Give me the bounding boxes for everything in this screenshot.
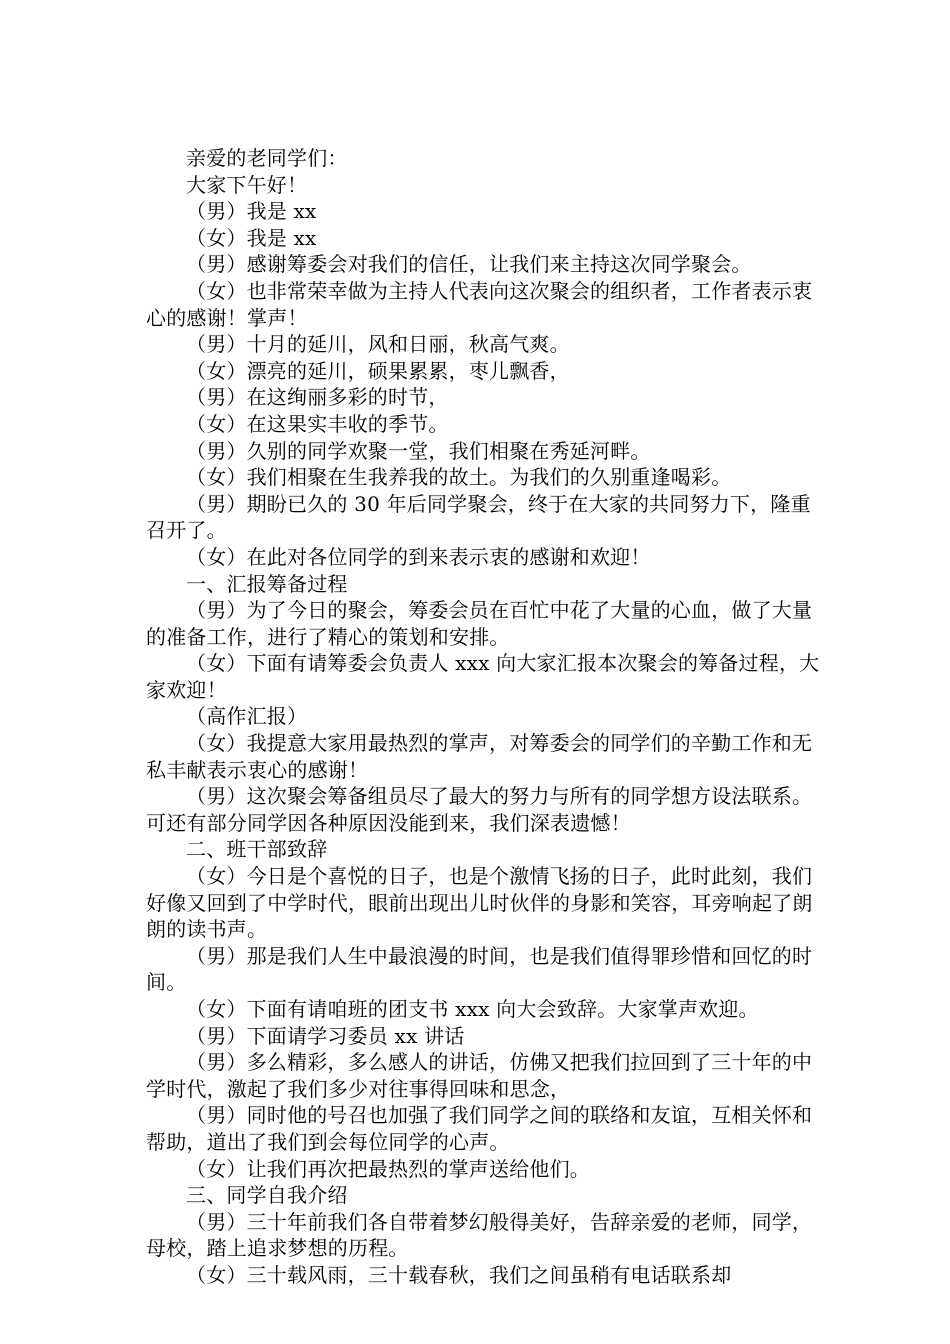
paragraph: （女）今日是个喜悦的日子，也是个激情飞扬的日子，此时此刻，我们好像又回到了中学时代，眼前出现出儿时伙伴的身影和笑容，耳旁响起了朗朗的读书声。 [146,864,813,942]
paragraph: （女）我是 xx [186,225,317,250]
paragraph: （女）下面有请咱班的团支书 xxx 向大会致辞。大家掌声欢迎。 [186,997,759,1021]
paragraph: （女）三十载风雨，三十载春秋，我们之间虽稍有电话联系却 [186,1262,732,1287]
paragraph: （男）那是我们人生中最浪漫的时间，也是我们值得罪珍惜和回忆的时间。 [146,943,813,995]
paragraph: 亲爱的老同学们： [186,146,348,170]
paragraph: （高作汇报） [186,704,308,729]
paragraph: （男）同时他的号召也加强了我们同学之间的联络和友谊，互相关怀和帮助，道出了我们到会每位同学的心声。 [146,1103,813,1154]
paragraph: （男）十月的延川，风和日丽，秋高气爽。 [186,332,570,357]
paragraph: （男）这次聚会筹备组员尽了最大的努力与所有的同学想方设法联系。可还有部分同学因各种原因没能到来，我们深表遗憾！ [146,784,813,835]
paragraph: （女）下面有请筹委会负责人 xxx 向大家汇报本次聚会的筹备过程，大家欢迎！ [146,651,820,702]
paragraph: （男）多么精彩，多么感人的讲话，仿佛又把我们拉回到了三十年的中学时代，激起了我们多少对往事得回味和思念， [146,1050,813,1101]
paragraph: （男）感谢筹委会对我们的信任，让我们来主持这次同学聚会。 [186,252,752,277]
paragraph: （男）久别的同学欢聚一堂，我们相聚在秀延河畔。 [186,438,651,463]
paragraph: （女）也非常荣幸做为主持人代表向这次聚会的组织者，工作者表示衷心的感谢！掌声！ [146,278,813,330]
paragraph: （女）漂亮的延川，硕果累累，枣儿飘香， [186,358,570,383]
section-heading: 三、同学自我介绍 [186,1183,348,1208]
paragraph: （女）我提意大家用最热烈的掌声，对筹委会的同学们的辛勤工作和无私丰献表示衷心的感谢！ [146,731,813,782]
paragraph: 大家下午好！ [186,172,308,197]
paragraph: （女）让我们再次把最热烈的掌声送给他们。 [186,1156,590,1181]
paragraph: （男）我是 xx [186,199,317,224]
paragraph: （男）期盼已久的 30 年后同学聚会，终于在大家的共同努力下，隆重召开了。 [146,491,811,543]
paragraph: （男）为了今日的聚会，筹委会员在百忙中花了大量的心血，做了大量的准备工作，进行了精心的策划和安排。 [146,598,813,649]
paragraph: （女）在这果实丰收的季节。 [186,411,449,436]
section-heading: 一、汇报筹备过程 [186,571,348,596]
paragraph: （男）下面请学习委员 xx 讲话 [186,1023,465,1048]
paragraph: （男）在这绚丽多彩的时节， [186,385,449,410]
paragraph: （女）在此对各位同学的到来表示衷的感谢和欢迎！ [186,544,651,569]
paragraph: （女）我们相聚在生我养我的故土。为我们的久别重逢喝彩。 [186,465,732,490]
paragraph: （男）三十年前我们各自带着梦幻般得美好，告辞亲爱的老师，同学，母校，踏上追求梦想的历程。 [146,1209,813,1261]
section-heading: 二、班干部致辞 [186,837,328,862]
